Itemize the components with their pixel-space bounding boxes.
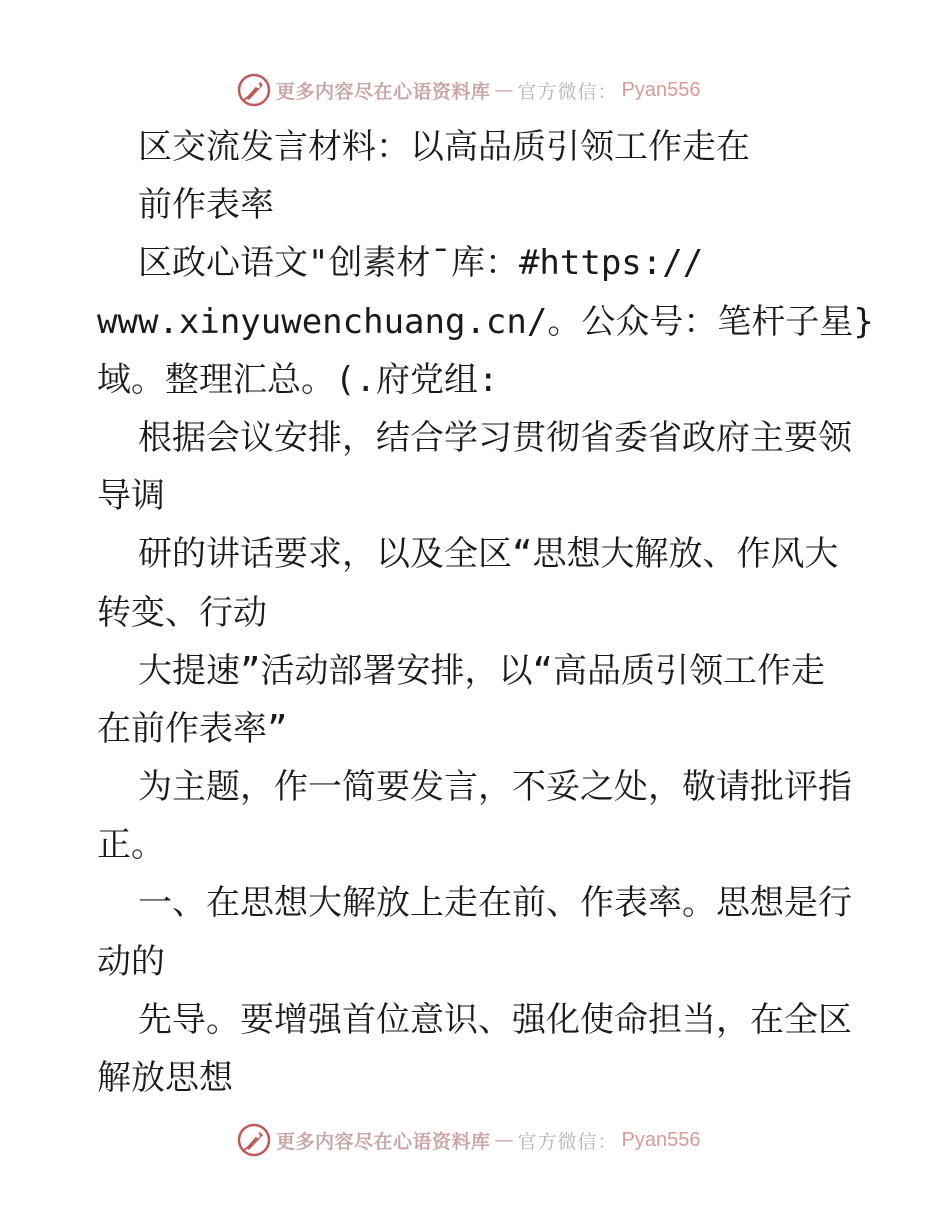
document-line: 大提速”活动部署安排，以“高品质引领工作走: [138, 650, 825, 691]
pen-nib-logo-icon: [236, 72, 272, 108]
document-line: 先导。要增强首位意识、强化使命担当，在全区: [138, 999, 852, 1040]
document-line: 域。整理汇总。(.府党组:: [97, 359, 499, 400]
document-line: 解放思想: [97, 1058, 233, 1098]
banner-brand-text: 更多内容尽在心语资料库: [276, 80, 491, 103]
banner-wechat-id: Pyan556: [621, 78, 701, 101]
document-line: www.xinyuwenchuang.cn/。公众号：笔杆子星}: [97, 301, 874, 342]
banner-dash: —: [494, 79, 514, 101]
document-line: 转变、行动: [97, 592, 267, 633]
document-line: 区政心语文"创素材¯库：#https://: [138, 243, 704, 284]
document-line: 导调: [97, 476, 165, 517]
pen-nib-logo-icon: [236, 1122, 272, 1158]
document-body: [97, 118, 874, 1107]
document-line: 在前作表率”: [97, 708, 288, 749]
document-line: 研的讲话要求，以及全区“思想大解放、作风大: [138, 534, 839, 575]
document-line: 区交流发言材料：以高品质引领工作走在: [138, 127, 750, 167]
banner-dash: —: [494, 1129, 514, 1151]
banner-brand-text: 更多内容尽在心语资料库: [276, 1130, 491, 1153]
header-watermark-banner: [236, 72, 701, 108]
document-line: 一、在思想大解放上走在前、作表率。思想是行: [138, 883, 852, 924]
document-line: 正。: [97, 825, 165, 866]
document-line: 为主题，作一简要发言，不妥之处，敬请批评指: [138, 767, 852, 808]
banner-official-label: 官方微信：: [517, 1130, 618, 1153]
document-line: 根据会议安排，结合学习贯彻省委省政府主要领: [138, 417, 852, 458]
footer-watermark-banner: [236, 1122, 701, 1158]
banner-official-label: 官方微信：: [517, 80, 618, 103]
banner-wechat-id: Pyan556: [621, 1128, 701, 1151]
document-line: 前作表率: [138, 185, 274, 226]
document-line: 动的: [97, 941, 165, 982]
